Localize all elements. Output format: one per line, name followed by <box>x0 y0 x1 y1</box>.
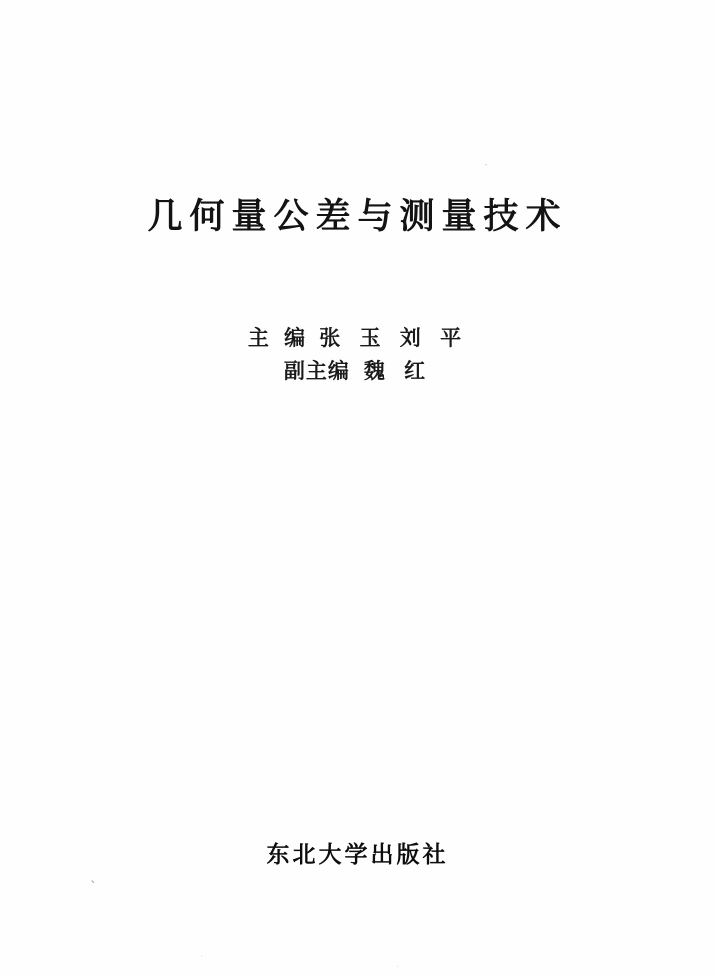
scan-artifact-top-icon: · <box>484 158 488 172</box>
publisher-block <box>0 836 715 869</box>
associate-editor-role-label: 副主编 <box>283 357 350 383</box>
associate-editor-line <box>0 355 715 388</box>
scan-artifact-left-icon: ˋ <box>90 880 97 896</box>
book-title: 几何量公差与测量技术 <box>147 196 568 237</box>
publisher-name: 东北大学出版社 <box>266 842 449 868</box>
associate-editor-names: 魏 红 <box>363 357 432 383</box>
scan-artifact-speck-b-icon: · <box>396 962 400 973</box>
chief-editor-role-label: 主 编 <box>247 325 310 350</box>
scan-artifact-speck-a-icon: · <box>200 952 204 963</box>
chief-editor-line <box>0 322 715 355</box>
editors-block <box>0 322 715 387</box>
title-block <box>0 196 715 238</box>
chief-editor-names: 张 玉 刘 平 <box>319 325 468 350</box>
